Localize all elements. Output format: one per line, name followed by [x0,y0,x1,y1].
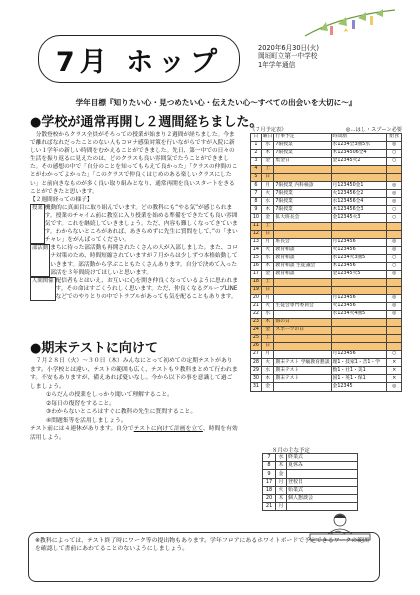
table-cell: 14 [251,246,262,254]
table-cell [274,294,331,302]
table-cell: 15 [251,254,262,262]
table-row [251,375,402,383]
table-cell: 理1・技家1・音1・学 [331,359,387,367]
table-cell: 10 [251,214,262,222]
table-cell: 月 [276,478,287,486]
table-cell: 生徒会専門委員会 [274,302,331,310]
table-row [251,343,402,351]
table-cell [274,351,331,359]
table-cell: 期末テスト [274,367,331,375]
table-cell: ○ [387,158,402,166]
section2-title: ●期末テストに向けて [30,341,158,356]
table-row [263,486,358,494]
column-header: 給食 [387,134,402,142]
title-box [38,35,240,83]
table-cell: 夏休み [287,462,358,470]
table-cell: 水 [261,142,274,150]
table-cell: 月123456 [331,351,387,359]
table-cell: 班長会 [274,238,331,246]
table-cell [331,278,387,286]
table-cell: 教育相談 [274,270,331,278]
table-row [251,190,402,198]
table-cell: ◎ [387,246,402,254]
table-row [251,182,402,190]
list-item [30,244,238,276]
table-row [251,383,402,391]
table-cell: 月123450金1 [331,182,387,190]
table-cell [274,230,331,238]
table-cell: 9 [251,206,262,214]
table-cell: 木1234506全4 [331,150,387,158]
table-cell: 6 [251,182,262,190]
table-cell: ◎ [387,311,402,319]
table-cell: 26 [251,343,262,351]
table-row [251,351,402,359]
table-cell: 13 [251,238,262,246]
table-cell: 25 [251,335,262,343]
table-row [251,294,402,302]
table-cell: 29 [251,367,262,375]
table-cell: ◎ [387,294,402,302]
schedule-body [251,142,402,391]
table-cell: 7 [251,190,262,198]
table-cell: ○ [387,262,402,270]
list-item [30,204,238,244]
table-cell: 水1234火3曲5 [331,254,387,262]
table-row [251,238,402,246]
table-cell: 7限授業 [274,206,331,214]
table-cell: 19 [251,286,262,294]
table-row [251,367,402,375]
table-cell: 木 [261,150,274,158]
column-header: 日 [251,134,262,142]
table-cell: 18 [263,486,276,494]
table-cell: 7限授業 [274,150,331,158]
table-cell: 集金日 [274,158,331,166]
table-cell [331,327,387,335]
table-cell: 16 [251,262,262,270]
table-row [251,142,402,150]
table-row [251,246,402,254]
table-cell: ◎ [387,142,402,150]
section1-paragraph: 分散登校からクラス全員がそろっての授業が始まり２週間が経ちました。今まで離ればなれだったことのない人もコロナ感染対策を行いながらですが入院に新しい１学年の新しい時間をむかえることができました。先日、第一中での日々の生活を振り返るに見えたのは、どのクラスも良い雰囲気でたうことができました。その感想の中で「自分のことを知ってもらえて良かった」「クラスの仲間のことがわかってよかった」「このクラスで仲良くはじめのある楽しいクラスにしたい」と前向きなものが多く良い取り組みとなり、通常再開を良いスタートをきることができたと思います。 [30,132,238,195]
table-cell: ○ [387,150,402,158]
header-info [258,44,319,69]
table-cell: 土 [261,222,274,230]
table-cell: 日 [261,286,274,294]
table-cell [387,278,402,286]
tag-label: 部活動 [30,244,50,276]
table-cell: 31 [251,383,262,391]
table-cell: 8 [263,462,276,470]
table-cell: 金 [261,327,274,335]
section1-body [30,131,238,301]
table-cell: 水 [276,454,287,462]
column-header: 時間割 [331,134,387,142]
table-cell: 海の日 [274,319,331,327]
table-cell [387,174,402,182]
section2-paragraph: ７月２８日（火）～３０日（木）みんなにとって初めての定期テストがあります。小学校とは違い、テストの範囲も広く、テストも９教科まとめて行われます。不安もありますが、備えあれば憂いなし。今から以下の事を意識して過ごしましょう。 [30,358,238,390]
table-cell: ◎ [387,182,402,190]
table-cell: 火 [276,486,287,494]
grade-motto: 学年目標『知りたい心・見つめたい心・伝えたい心～すべての出会いを大切に～』 [75,98,357,107]
table-cell: 水1234全3曲5水 [331,142,387,150]
page-title: 7月 ホップ [55,46,223,78]
table-row [251,222,402,230]
august-table [262,453,358,511]
table-cell: 登校日 [287,478,358,486]
table-cell: × [387,359,402,367]
table-cell: × [387,375,402,383]
note-box: ※教科によっては、テスト終了時にワーク等の提出物もあります。学年フロアにあるホワイトボードで予定できるワークの範囲を確認して書前にあわてることのないようにしましょう。 [28,532,380,582]
table-cell: ◎ [387,302,402,310]
table-cell: 拡大班長会 [274,214,331,222]
column-header: 行事予定 [274,134,331,142]
table-cell: 期末テスト [274,375,331,383]
table-cell: 20 [251,294,262,302]
table-cell [331,319,387,327]
table-cell [331,335,387,343]
tag-label: 人間関係 [30,277,56,301]
table-cell: 月 [261,351,274,359]
schedule-header [250,126,402,133]
table-cell: 火123456 [331,246,387,254]
list-item: ②毎日の復習をすること。 [46,400,115,407]
table-cell: 金 [276,470,287,478]
table-header-row [251,134,402,142]
table-cell [331,343,387,351]
table-cell [387,343,402,351]
table-cell [387,335,402,343]
table-cell: 7限授業 [274,142,331,150]
table-cell: ○ [387,214,402,222]
table-cell: 月 [261,294,274,302]
table-cell: 28 [251,359,262,367]
table-cell: ◎ [387,383,402,391]
table-cell: 木 [261,319,274,327]
table-cell: 月 [261,182,274,190]
table-cell: 水 [261,254,274,262]
table-row [251,214,402,222]
table-row [263,454,358,462]
table-row [251,302,402,310]
table-cell: 1 [251,142,262,150]
table-cell: 7限授業 [274,198,331,206]
table-cell: 22 [251,311,262,319]
tanabata-bamboo-icon [300,6,400,40]
table-cell: 金12345火3 [331,214,387,222]
table-cell: 8 [251,198,262,206]
table-cell: 木123456 [331,262,387,270]
table-cell: 木 [261,206,274,214]
table-cell: 4 [251,166,262,174]
table-cell: 火123456全2 [331,190,387,198]
table-cell: 火 [261,302,274,310]
table-cell: 7限授業 [274,190,331,198]
table-cell: 24 [251,327,262,335]
table-cell: 23 [251,319,262,327]
table-cell: 水 [261,311,274,319]
table-cell: 17 [263,478,276,486]
table-row [251,286,402,294]
table-cell [274,286,331,294]
table-cell: 3 [251,158,262,166]
table-cell: 土 [261,166,274,174]
table-cell [387,286,402,294]
table-cell: 月 [276,503,287,511]
section2-closing [30,425,238,442]
table-row [263,462,358,470]
table-cell: ◎ [387,270,402,278]
table-cell: 17 [251,270,262,278]
table-row [251,230,402,238]
table-cell [287,470,358,478]
table-cell: × [387,367,402,375]
table-cell: 7限授業 内科検診 [274,182,331,190]
table-cell [274,335,331,343]
table-cell: 21 [251,302,262,310]
table-cell [274,222,331,230]
table-cell: 日 [261,230,274,238]
table-row [251,158,402,166]
table-cell [274,278,331,286]
schedule-caption: 《７月予定表》 [250,127,287,133]
list-item-text: 機動的に真面目に取り組んでいます。どの教科にも“やる気”が感じられます。授業のチャイム前に教室に入り授業を始める準備をできたても良い雰囲気です。これを継続していきましょう。ただ、内容も難しくなってきています。わからないところがあれば、あきらめずに先生に質問をして、”の「まいチャレ」をがんばってください。 [44,204,238,244]
table-cell: 5 [251,174,262,182]
table-cell: 教育相談 [274,246,331,254]
section2-body [30,357,238,442]
table-cell: 木 [261,262,274,270]
table-cell: 終業式 [287,454,358,462]
table-cell [387,319,402,327]
newsletter-name: 1年学年通信 [258,60,296,69]
table-cell: ◎ [387,190,402,198]
table-cell [274,311,331,319]
table-row [263,470,358,478]
table-cell: 個人懇談会 [287,494,358,502]
issue-date: 2020年6月30日(火) [258,44,319,52]
table-row [263,503,358,511]
table-cell: ○ [387,351,402,359]
table-cell: 火 [261,190,274,198]
table-row [251,262,402,270]
table-cell: 18 [251,278,262,286]
table-cell: 火123456 [331,302,387,310]
table-cell: 20 [263,494,276,502]
section1-subheading: 【２週間経っての様子】 [30,196,93,203]
table-cell [387,166,402,174]
table-cell: 金 [261,158,274,166]
table-cell: 火 [261,246,274,254]
august-body [263,454,358,511]
table-cell: 27 [251,351,262,359]
table-row [251,335,402,343]
table-cell: ◎ [387,238,402,246]
table-cell: 水1234火4曲5 [331,311,387,319]
table-cell [287,503,358,511]
column-header: 曜日 [261,134,274,142]
table-cell: 数1・社1・美1 [331,367,387,375]
tag-label: 授業 [30,204,45,244]
table-cell [331,174,387,182]
table-cell: 月123456 [331,294,387,302]
table-row [263,494,358,502]
table-cell: 水 [261,367,274,375]
list-item: ③わからないところはすぐに教科の先生に質問すること。 [46,409,197,415]
table-cell: 金12345 [331,383,387,391]
table-cell: 土 [261,278,274,286]
table-cell: 金12345火5 [331,270,387,278]
table-cell [274,343,331,351]
table-cell: ○ [387,254,402,262]
table-cell: 11 [251,222,262,230]
schedule-table [250,133,402,392]
table-cell [387,222,402,230]
table-cell [331,222,387,230]
table-row [251,166,402,174]
table-cell [331,166,387,174]
table-cell [331,230,387,238]
schedule-legend: ◎…はし・スプーン必要 [345,127,402,133]
table-cell [274,166,331,174]
table-cell: 月123456 [331,238,387,246]
table-cell: ◎ [387,198,402,206]
list-item: ④問題集等を活用しましょう。 [46,417,127,424]
table-cell: 国1・英1・保1 [331,375,387,383]
table-cell: 金 [261,214,274,222]
list-item: ①らだんの授業をしっかり聞いて理解すること。 [46,392,173,398]
closing-text-post: 、時間を有効活用しよう。 [30,426,238,441]
closing-text-pre: テスト前には４連休があります。自分で [30,426,134,432]
table-cell: 始業式 [287,486,358,494]
table-cell: 教育相談 [274,254,331,262]
table-row [251,198,402,206]
table-cell [387,327,402,335]
table-cell: 日 [261,343,274,351]
august-caption: ８月の主な予定 [272,448,310,454]
table-cell [274,383,331,391]
table-row [251,319,402,327]
table-row [251,327,402,335]
closing-text-underlined: テストに向けて計画を立て [133,426,203,432]
section1-title: ●学校が通常再開し２週間経ちました。 [30,115,263,130]
table-cell: 木123456全3 [331,206,387,214]
table-cell: 水 [261,198,274,206]
table-cell [387,230,402,238]
table-cell: 教育相談 生徒議会 [274,262,331,270]
list-item-text: まちに待った部活動も再開されたくさんの人が入部しました。また、コロナ対策のため、時間短縮されていますが７月からは少しずつ本格始動していきます。部活動から学ぶこともたくさんあります。自分で決めて入った部活を３年間続けてほしいと思います。 [50,245,238,276]
table-row [251,359,402,367]
table-cell: 2 [251,150,262,158]
list-item [30,277,238,301]
table-cell: 金 [261,270,274,278]
table-row [251,206,402,214]
table-cell: スポーツの日 [274,327,331,335]
school-name: 岡垣町立第一中学校 [258,52,318,61]
table-cell: 21 [263,503,276,511]
table-cell: 金 [261,383,274,391]
table-cell: 水123456全4 [331,198,387,206]
table-cell: 木 [276,462,287,470]
table-cell: 7 [263,454,276,462]
table-row [251,254,402,262]
table-row [251,174,402,182]
table-row [251,311,402,319]
table-row [263,478,358,486]
table-row [251,278,402,286]
table-cell: 月 [261,238,274,246]
table-row [251,150,402,158]
table-cell: ○ [387,206,402,214]
table-cell: 9 [263,470,276,478]
table-cell: 土 [261,335,274,343]
table-cell [274,174,331,182]
list-item-text: 配信者もとはいえ、お互いに心を開き仲良くなっているように思われます。その命はすごくうれしく思います。ただ、仲良くなるグループLINEなどでのやりとりの中でトラブルがあっても気を配ることもあります。 [55,277,238,300]
table-cell [331,286,387,294]
table-row [251,270,402,278]
table-cell: 火 [261,359,274,367]
table-cell: 日 [261,174,274,182]
table-cell: 30 [251,375,262,383]
table-cell: 12 [251,230,262,238]
table-cell: 金12345火2 [331,158,387,166]
table-cell: 木 [261,375,274,383]
table-cell: 木 [276,494,287,502]
table-cell: 期末テスト 学級教育懇談 [274,359,331,367]
